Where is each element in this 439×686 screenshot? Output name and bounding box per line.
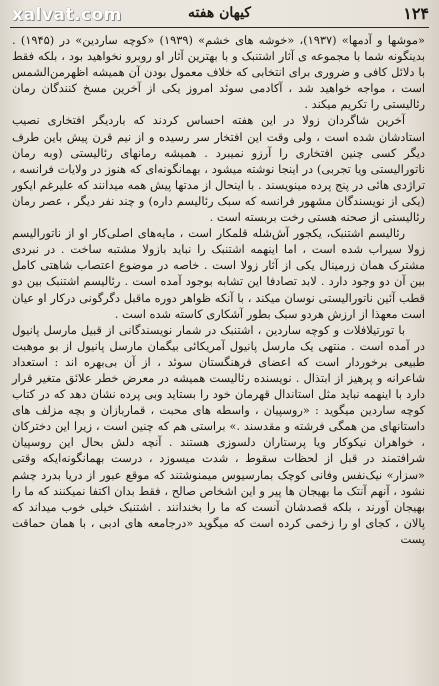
article-body (12, 32, 425, 547)
paragraph-3: رئالیسم اشتنبک، یکجور آش‌شله قلمکار است ، مایه‌های اصلی‌کار او از ناتورالیسم زولا سیراب شده است ، اما اینهمه اشتنبک را نباید بازولا مشتبه ساخت . در نبردی مشترک همان زرمینال یکی از آثار زولا است . خاصه در موضوع اعتصاب شاهتی کامل بین آن دو وجود دارد . لابد تصادفا این تشابه بوجود آمده است . رئالیسم اشتنبک بین دو قطب آئین ناتورالیستی نوسان میکند ، با آنکه ظواهر دوره ماقبل دگرگونی درکار او عیان است معهذا از ارزش هردو سبک بطور آشکاری کاسته شده است . (12, 226, 425, 321)
page-header (8, 4, 431, 26)
page-number: ۱۲۴ (403, 4, 429, 23)
paragraph-2: آخرین شاگردان زولا در این هفته احساس کردند که باردیگر افتخاری نصیب استادشان شده است ، ولی وقت این افتخار سر رسیده و از نیم قرن پیش باین طرف دیگر کسی چنین افتخاری را آرزو نمیبرد . همیشه رمانهای رئالیستی (وبه رمان ناتورالیستی ویا تجربی) در اینجا نوشته میشود ، بهمانگونه‌ای که هنوز در ولایات فرانسه ، تراژدی هائی در پنج پرده مینویسند . با اینحال از مدتها پیش همه میدانند که علیرغم ایکور (یکی از نویسندگان مشهور فرانسه که سبک رئالیسم داره) و چند نفر دیگر ، عصر رمان رئالیستی از صحنه هستی رخت بربسته است . (12, 113, 425, 225)
running-title: کیهان هفته (188, 5, 251, 21)
paragraph-1: «موشها و آدمها» (۱۹۳۷)، «خوشه های خشم» (۱۹۳۹) «کوچه ساردین» در (۱۹۴۵) . بدینگونه شما با مجموعه ی آثار اشتنبک و با بهترین آثار او روبرو نخواهید بود ، بلکه فقط با دلائل کافی و ضروری برای انتخابی که خلاف معمول بودن آن همیشه اظهرمن‌الشمس است ، مواجه خواهید شد ، آکادمی سوئد امروز یکی از آخرین مسخ کنندگان رمان رئالیستی را تکریم میکند . (12, 33, 425, 112)
site-watermark: xalvat.com (12, 5, 122, 25)
paragraph-4: با تورتیلافلات و کوچه ساردین ، اشتنبک در شمار نویسندگانی از قبیل مارسل پانیول در آمده است . منتهی یک مارسل پانیول آمریکائی بیگمان مارسل پانیول از بو موهبت طبیعی برخوردار است که اعضای فرهنگستان سوئد ، از آن بی‌بهره اند : استعداد شاعرانه و پرهیز از ابتذال . نویسنده رئالیست همیشه در معرض خطر علائق متغیر قرار دارد با اینهمه نباید مثل استاندال قهرمان خود را بستاید وبی پرده نشان دهد که در کتاب کوچه ساردین میگوید : «روسپیان ، واسطه های محبت ، قماربازان و بچه مزلف های داستانهای من همگی فرشته و مقدسند .» براستی هم که چنین است ، زیرا این دخترکان ، خواهران نیکوکار ویا پرستاران دلسوزی هستند . آنچه دلش بحال این روسپیان شرافتمند در قبل از لحظات سقوط ، شدت میسوزد ، درست بهمانگونه‌ایکه وقتی «سزار» نیک‌نفس وفانی کوچک بمارسیوس میمنوشتند که موقع عبور از دریا بدرد چشم نشود ، آنهم آنتک ما بهیجان ها پیر و این اشخاص صالح ، فقط بدان اکتفا نمیکنند که ما را بهیجان آورند ، بلکه قصدشان آنست که ما را بخندانند . اشتنبک خیلی خوب میداند که پالان ، کجای او را زخمی کرده است که میگوید «درجامعه های ادبی ، با همان حماقت پست (12, 322, 425, 546)
header-divider (10, 27, 429, 28)
